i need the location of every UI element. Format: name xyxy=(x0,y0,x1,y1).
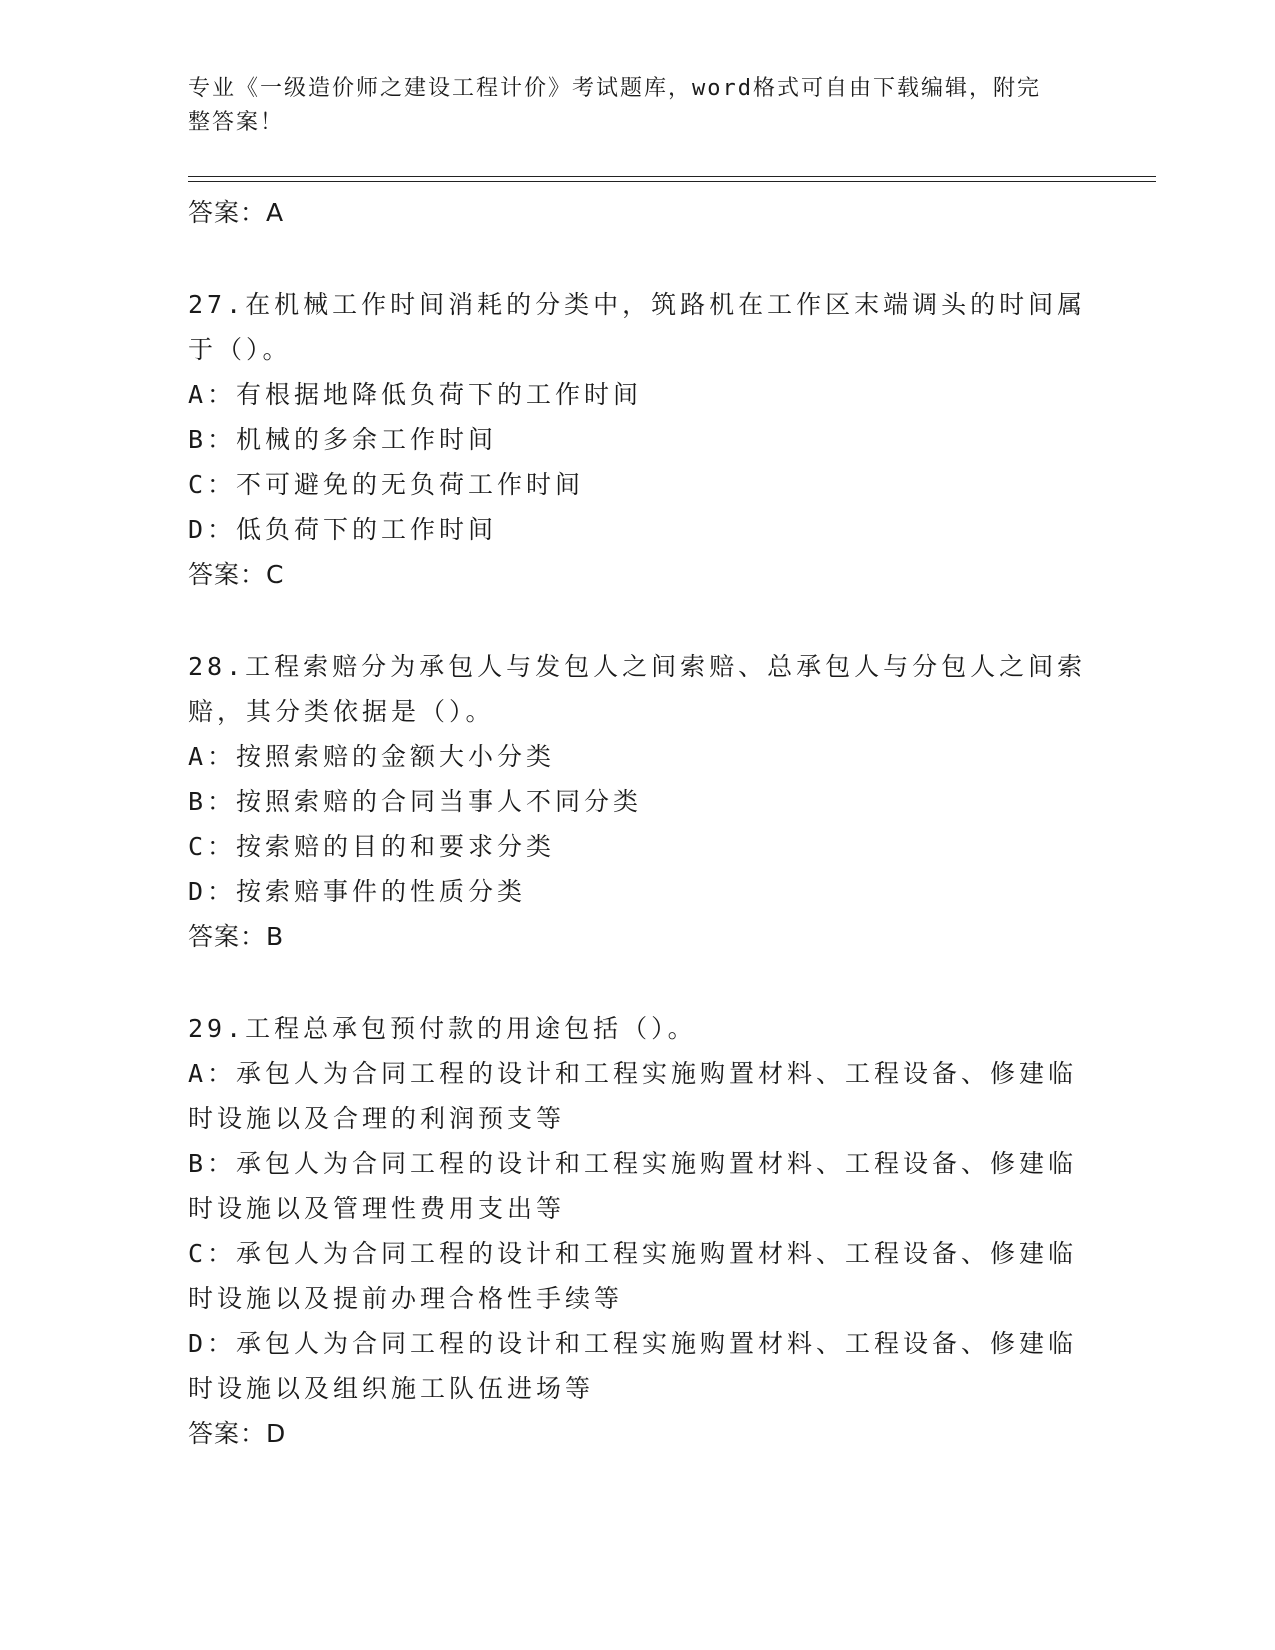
question-list xyxy=(188,190,1088,1456)
option-c: C：按索赔的目的和要求分类 xyxy=(188,832,556,861)
option-d: D：承包人为合同工程的设计和工程实施购置材料、工程设备、修建临 xyxy=(188,1329,1078,1358)
header-line: 整答案！ xyxy=(188,110,285,135)
answer-line xyxy=(188,190,1088,235)
question-29 xyxy=(188,1006,1088,1456)
answer-value: C xyxy=(266,560,285,589)
answer-value: B xyxy=(266,922,285,951)
option-d: D：低负荷下的工作时间 xyxy=(188,515,498,544)
question-stem: 赔，其分类依据是（）。 xyxy=(188,697,495,726)
answer-line xyxy=(188,914,1088,959)
answer-value: A xyxy=(266,198,285,227)
option-b: B：按照索赔的合同当事人不同分类 xyxy=(188,787,643,816)
header-divider xyxy=(188,181,1156,182)
option-c: 时设施以及提前办理合格性手续等 xyxy=(188,1284,624,1313)
header-line: 专业《一级造价师之建设工程计价》考试题库，word格式可自由下载编辑，附完 xyxy=(188,76,1041,101)
option-c: C：不可避免的无负荷工作时间 xyxy=(188,470,585,499)
option-c: C：承包人为合同工程的设计和工程实施购置材料、工程设备、修建临 xyxy=(188,1239,1078,1268)
option-a: A：承包人为合同工程的设计和工程实施购置材料、工程设备、修建临 xyxy=(188,1059,1078,1088)
answer-line xyxy=(188,1411,1088,1456)
header-divider xyxy=(188,176,1156,177)
option-a: 时设施以及合理的利润预支等 xyxy=(188,1104,566,1133)
question-28 xyxy=(188,644,1088,959)
answer-label: 答案： xyxy=(188,922,267,951)
option-a: A：按照索赔的金额大小分类 xyxy=(188,742,556,771)
answer-line xyxy=(188,552,1088,597)
option-a: A：有根据地降低负荷下的工作时间 xyxy=(188,380,643,409)
answer-label: 答案： xyxy=(188,560,267,589)
question-27 xyxy=(188,282,1088,597)
option-b: B：承包人为合同工程的设计和工程实施购置材料、工程设备、修建临 xyxy=(188,1149,1078,1178)
question-stem: 于（）。 xyxy=(188,335,292,364)
answer-label: 答案： xyxy=(188,1419,267,1448)
option-d: 时设施以及组织施工队伍进场等 xyxy=(188,1374,595,1403)
answer-label: 答案： xyxy=(188,198,267,227)
answer-value: D xyxy=(266,1419,287,1448)
question-stem: 27.在机械工作时间消耗的分类中，筑路机在工作区末端调头的时间属 xyxy=(188,290,1087,319)
option-b: B：机械的多余工作时间 xyxy=(188,425,498,454)
option-b: 时设施以及管理性费用支出等 xyxy=(188,1194,566,1223)
question-stem: 28.工程索赔分为承包人与发包人之间索赔、总承包人与分包人之间索 xyxy=(188,652,1087,681)
question-stem: 29.工程总承包预付款的用途包括（）。 xyxy=(188,1014,697,1043)
page-header xyxy=(188,72,1068,140)
option-d: D：按索赔事件的性质分类 xyxy=(188,877,527,906)
